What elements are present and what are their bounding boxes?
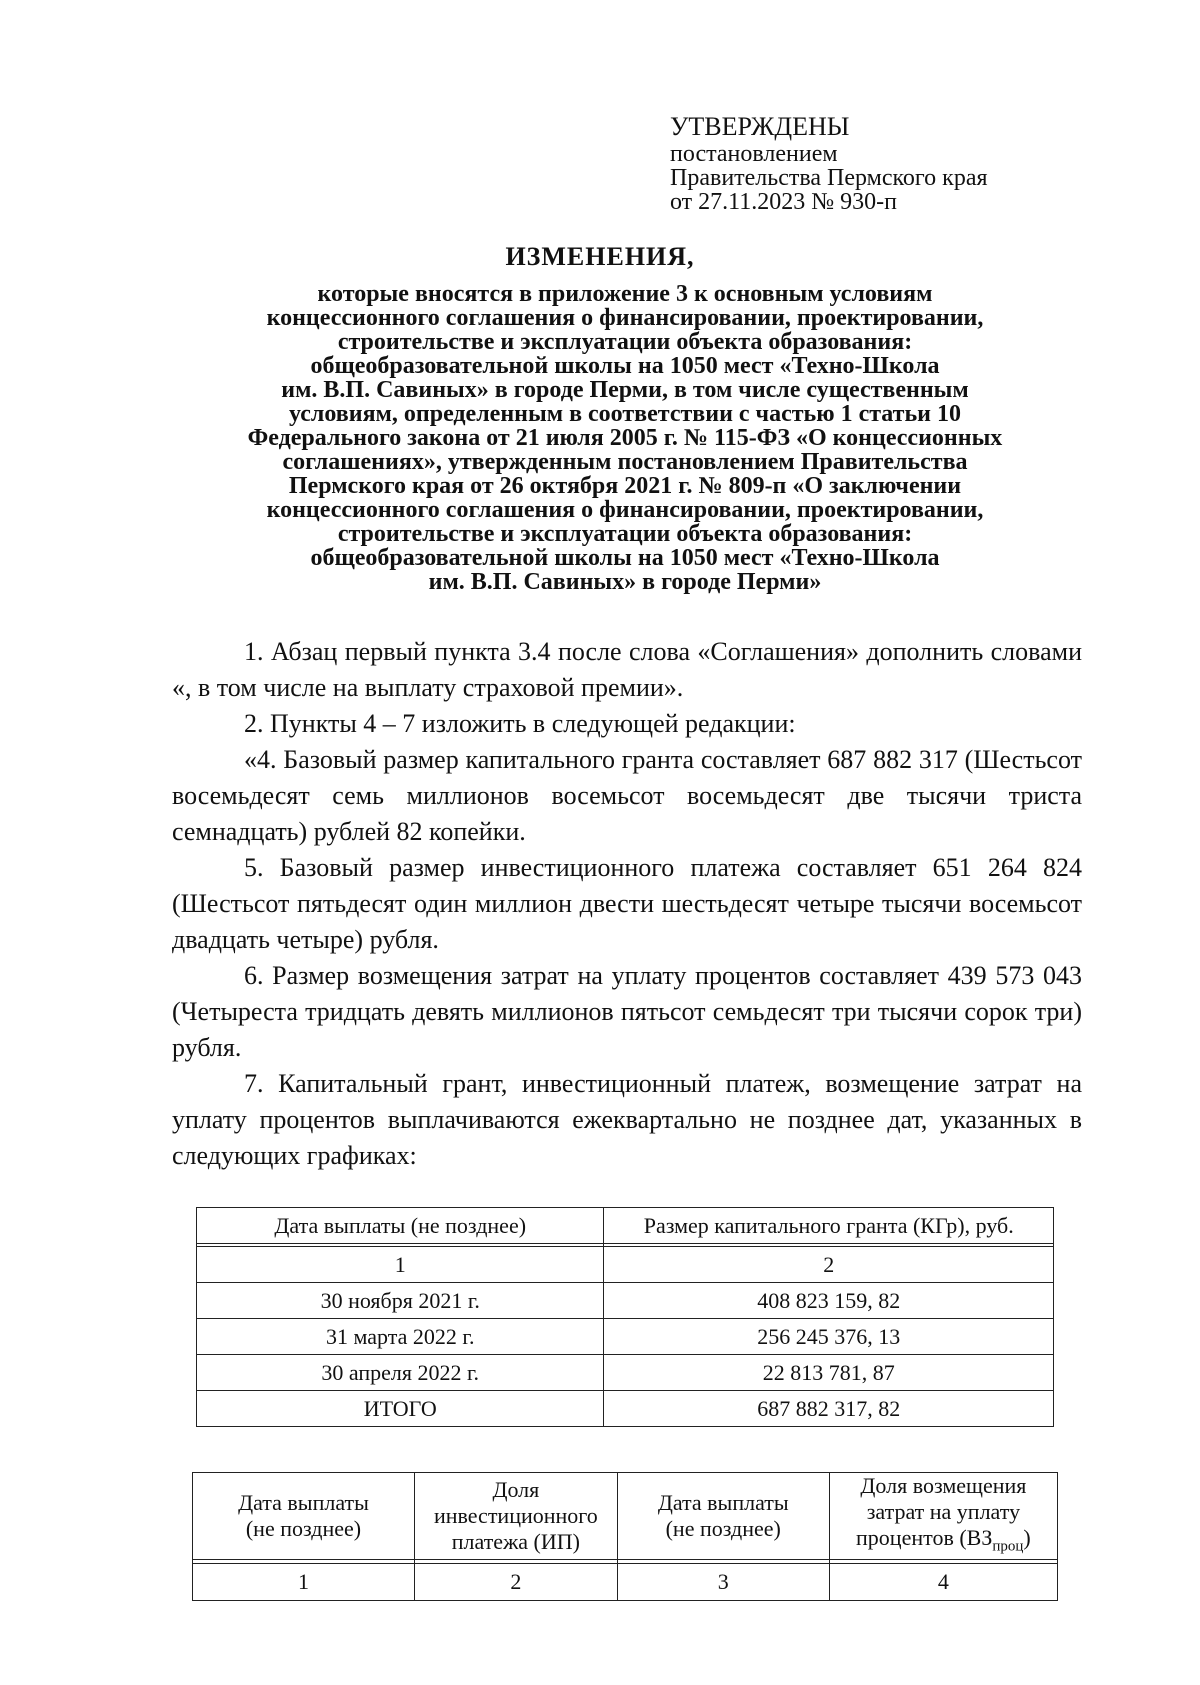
subtitle-line: им. В.П. Савиных» в городе Перми» bbox=[428, 569, 822, 595]
subtitle-line: строительстве и эксплуатации объекта образования: bbox=[337, 521, 913, 547]
capital-grant-table bbox=[196, 1207, 1054, 1427]
table-header-row bbox=[193, 1473, 1058, 1560]
table-row bbox=[197, 1319, 1054, 1355]
table-total-row bbox=[197, 1391, 1054, 1427]
paragraph: 2. Пункты 4 – 7 изложить в следующей редакции: bbox=[244, 709, 796, 738]
subtitle-line: Пермского края от 26 октября 2021 г. № 809-п «О заключении bbox=[288, 473, 962, 499]
paragraph: 6. Размер возмещения затрат на уплату процентов составляет 439 573 043 (Четыреста тридцать девять миллионов пятьсот семьдесят три тысячи сорок три) рубля. bbox=[172, 961, 1082, 1062]
table-header-cell: Размер капитального гранта (КГр), руб. bbox=[604, 1208, 1054, 1244]
table-cell: 2 bbox=[604, 1247, 1054, 1283]
subtitle-line: соглашениях», утвержденным постановлением Правительства bbox=[282, 449, 968, 475]
document-title: ИЗМЕНЕНИЯ, bbox=[505, 242, 695, 271]
paragraph: «4. Базовый размер капитального гранта составляет 687 882 317 (Шестьсот восемьдесят семь миллионов восемьсот восемьдесят две тысячи триста семнадцать) рублей 82 копейки. bbox=[172, 745, 1082, 846]
table-header-cell: Доля инвестиционного платежа (ИП) bbox=[415, 1473, 618, 1560]
table-header-cell: Дата выплаты (не позднее) bbox=[617, 1473, 829, 1560]
approval-line: постановлением bbox=[670, 141, 838, 167]
payment-share-table bbox=[192, 1472, 1058, 1601]
table-cell: 408 823 159, 82 bbox=[604, 1283, 1054, 1319]
approval-block bbox=[670, 112, 1140, 214]
table-header-cell: Доля возмещения затрат на уплату процентов $(ВЗ_{проц})$ bbox=[829, 1473, 1057, 1560]
paragraph: 7. Капитальный грант, инвестиционный платеж, возмещение затрат на уплату процентов выплачиваются ежеквартально не позднее дат, указанных в следующих графиках: bbox=[172, 1069, 1082, 1170]
approval-heading: УТВЕРЖДЕНЫ bbox=[670, 112, 850, 141]
approval-date: от 27.11.2023 № 930-п bbox=[670, 189, 898, 215]
paragraph: 5. Базовый размер инвестиционного платежа составляет 651 264 824 (Шестьсот пятьдесят один миллион двести шестьдесят четыре тысячи восемьсот двадцать четыре) рубля. bbox=[172, 853, 1082, 954]
table-header-cell: Дата выплаты (не позднее) bbox=[193, 1473, 415, 1560]
subtitle-line: общеобразовательной школы на 1050 мест «Техно-Школа bbox=[310, 353, 940, 379]
subtitle-line: строительстве и эксплуатации объекта образования: bbox=[337, 329, 913, 355]
approval-line: Правительства Пермского края bbox=[670, 165, 988, 191]
document-subtitle bbox=[150, 282, 1100, 594]
table-number-row bbox=[193, 1564, 1058, 1601]
table-cell: 31 марта 2022 г. bbox=[197, 1319, 604, 1355]
paragraph: 1. Абзац первый пункта 3.4 после слова «Соглашения» дополнить словами «, в том числе на выплату страховой премии». bbox=[172, 637, 1082, 702]
subtitle-line: концессионного соглашения о финансировании, проектировании, bbox=[266, 305, 984, 331]
table-cell: 1 bbox=[197, 1247, 604, 1283]
table-number-row bbox=[197, 1247, 1054, 1283]
subtitle-line: им. В.П. Савиных» в городе Перми, в том числе существенным bbox=[281, 377, 969, 403]
table-cell: 3 bbox=[617, 1564, 829, 1601]
document-body bbox=[172, 634, 1082, 1174]
table-cell: 687 882 317, 82 bbox=[604, 1391, 1054, 1427]
table-cell: 2 bbox=[415, 1564, 618, 1601]
table-header-row bbox=[197, 1208, 1054, 1244]
subtitle-line: концессионного соглашения о финансировании, проектировании, bbox=[266, 497, 984, 523]
table-row bbox=[197, 1355, 1054, 1391]
table-cell: 1 bbox=[193, 1564, 415, 1601]
subtitle-line: условиям, определенным в соответствии с частью 1 статьи 10 bbox=[289, 401, 961, 427]
table-header-cell: Дата выплаты (не позднее) bbox=[197, 1208, 604, 1244]
table-cell: 30 апреля 2022 г. bbox=[197, 1355, 604, 1391]
table-cell: 30 ноября 2021 г. bbox=[197, 1283, 604, 1319]
table-row bbox=[197, 1283, 1054, 1319]
table-cell: ИТОГО bbox=[197, 1391, 604, 1427]
table-cell: 22 813 781, 87 bbox=[604, 1355, 1054, 1391]
subtitle-line: которые вносятся в приложение 3 к основным условиям bbox=[317, 281, 933, 307]
subtitle-line: Федерального закона от 21 июля 2005 г. № 115-ФЗ «О концессионных bbox=[247, 425, 1003, 451]
table-cell: 256 245 376, 13 bbox=[604, 1319, 1054, 1355]
table-cell: 4 bbox=[829, 1564, 1057, 1601]
subtitle-line: общеобразовательной школы на 1050 мест «Техно-Школа bbox=[310, 545, 940, 571]
